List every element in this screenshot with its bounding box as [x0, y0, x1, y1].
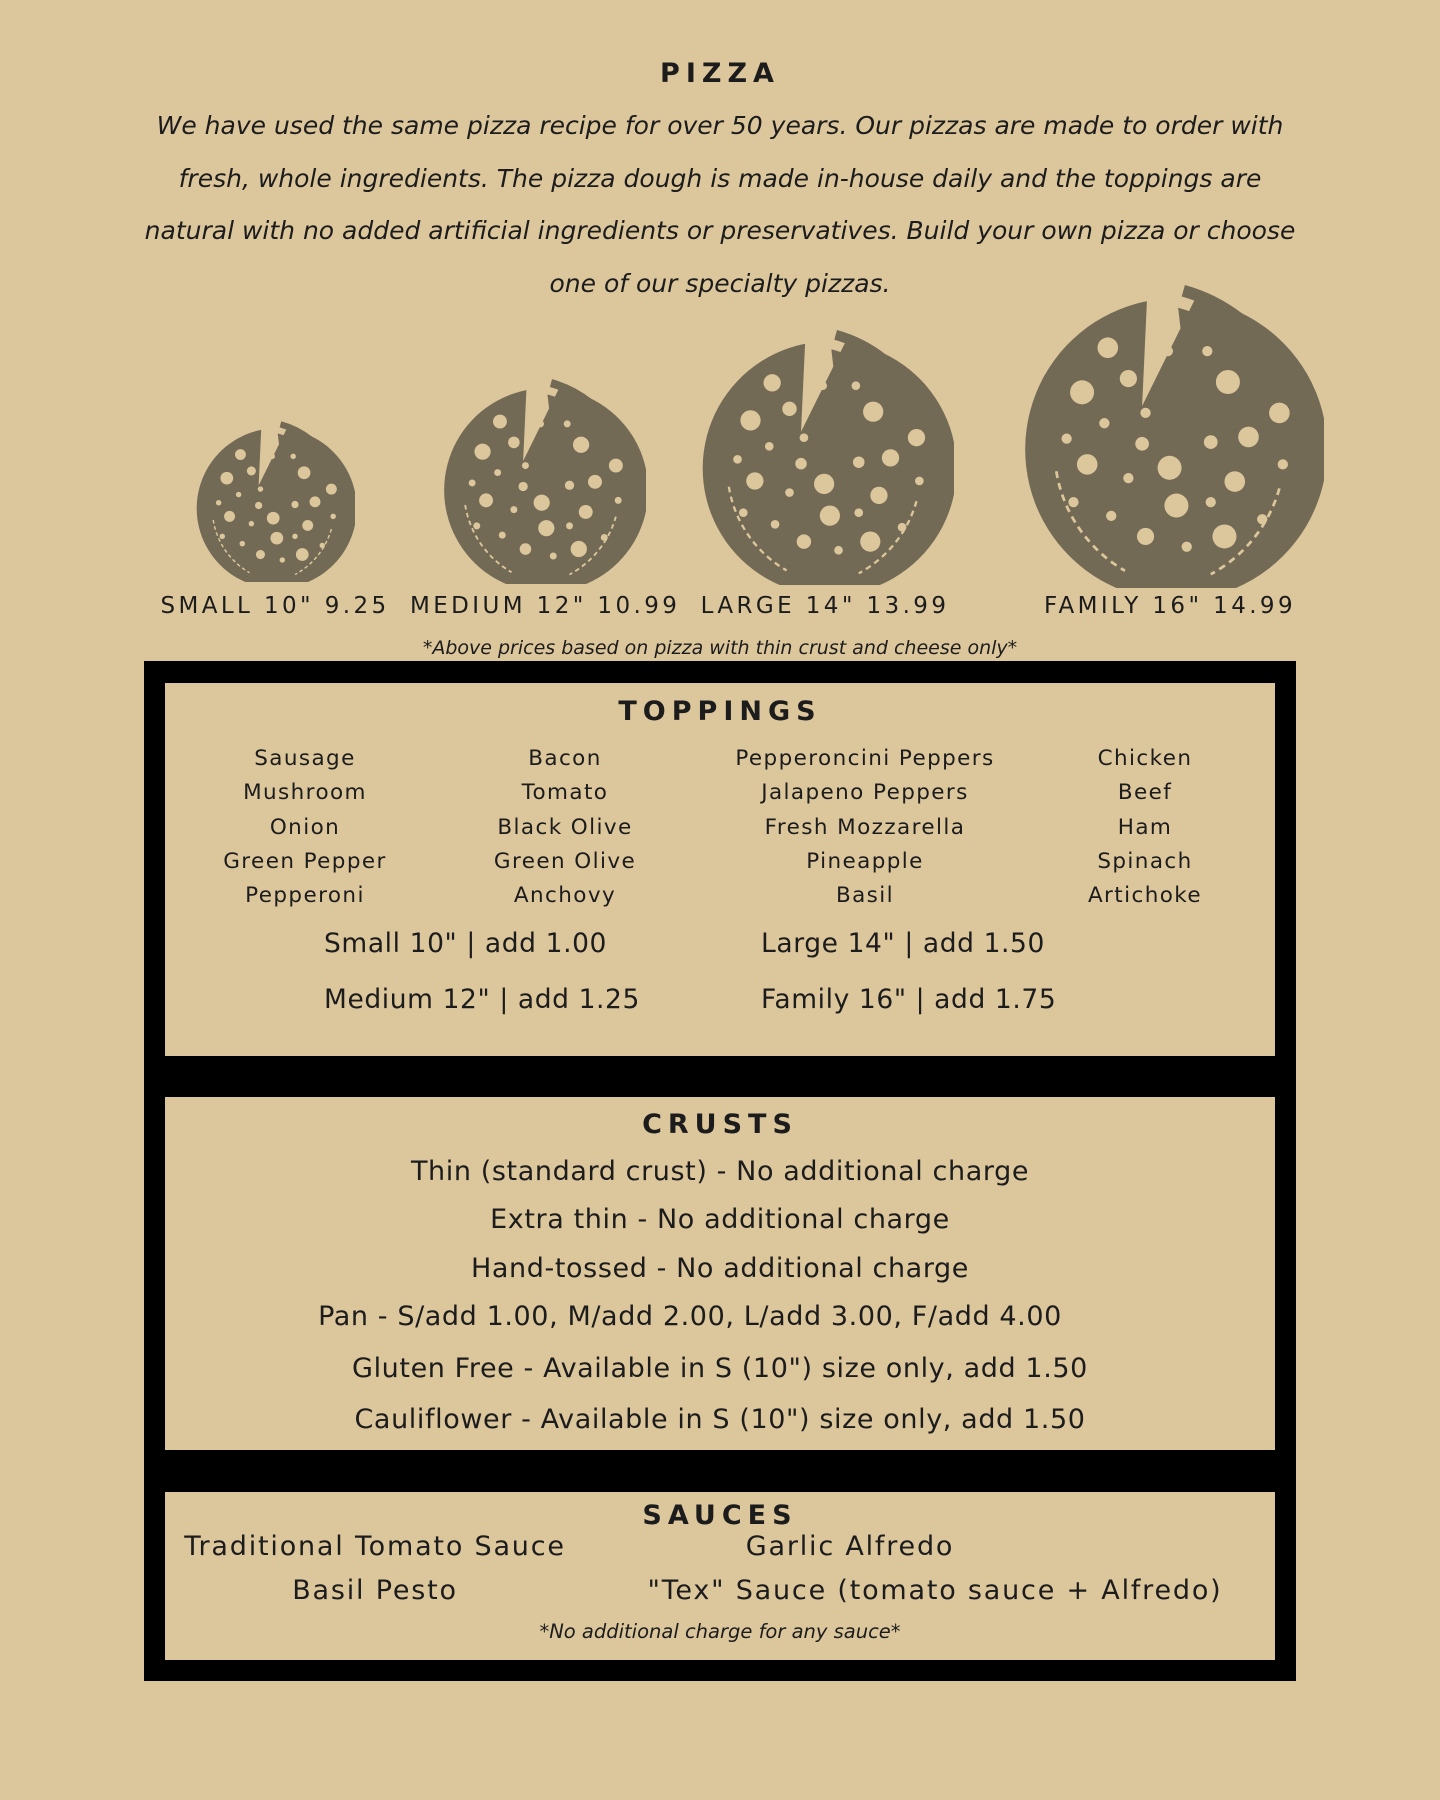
pizza-icon	[195, 418, 355, 582]
list-item: Jalapeno Peppers	[761, 780, 969, 806]
sauce-item: Traditional Tomato Sauce	[184, 1531, 566, 1562]
toppings-column	[1055, 742, 1235, 913]
pizza-icon	[1022, 279, 1324, 588]
pizza-icon	[442, 375, 646, 584]
topping-price-large: Large 14" | add 1.50	[761, 928, 1045, 959]
crusts-title: CRUSTS	[642, 1109, 798, 1140]
list-item: Sausage	[254, 746, 356, 771]
sauces-title: SAUCES	[642, 1500, 798, 1531]
size-family-label: FAMILY 16" 14.99	[1044, 593, 1296, 619]
pizza-icon	[700, 325, 954, 585]
crust-item: Cauliflower - Available in S (10") size only, add 1.50	[354, 1404, 1086, 1435]
sauce-item: "Tex" Sauce (tomato sauce + Alfredo)	[647, 1575, 1223, 1606]
intro-paragraph: We have used the same pizza recipe for over 50 years. Our pizzas are made to order with fresh, whole ingredients. The pizza dough is made in-house daily and the toppings are natural with no added artificial ingredients or preservatives. Build your own pizza or choose one of our specialty pizzas.	[144, 111, 1296, 298]
list-item: Bacon	[528, 746, 602, 771]
list-item: Basil	[835, 883, 895, 909]
list-item: Anchovy	[513, 883, 617, 909]
sauce-item: Garlic Alfredo	[745, 1531, 955, 1562]
list-item: Green Olive	[493, 848, 637, 874]
crust-item: Gluten Free - Available in S (10") size only, add 1.50	[352, 1353, 1088, 1384]
crust-item: Extra thin - No additional charge	[490, 1204, 950, 1235]
list-item: Chicken	[1097, 746, 1193, 771]
list-item: Onion	[269, 814, 341, 840]
menu-frame	[144, 661, 1296, 1681]
list-item: Green Pepper	[223, 848, 387, 874]
list-item: Tomato	[521, 780, 609, 806]
toppings-title: TOPPINGS	[618, 696, 822, 727]
list-item: Artichoke	[1087, 883, 1203, 909]
list-item: Fresh Mozzarella	[764, 814, 966, 840]
sauce-item: Basil Pesto	[292, 1575, 458, 1606]
list-item: Spinach	[1097, 848, 1193, 874]
list-item: Pepperoni	[245, 883, 365, 909]
toppings-panel	[165, 683, 1275, 1056]
list-item: Pineapple	[806, 848, 924, 874]
list-item: Beef	[1117, 780, 1173, 806]
toppings-column	[715, 742, 1015, 913]
size-medium-label: MEDIUM 12" 10.99	[410, 593, 681, 619]
size-large-label: LARGE 14" 13.99	[700, 593, 950, 619]
topping-price-medium: Medium 12" | add 1.25	[324, 984, 640, 1015]
topping-price-small: Small 10" | add 1.00	[324, 928, 608, 959]
list-item: Ham	[1117, 814, 1173, 840]
crust-item: Hand-tossed - No additional charge	[471, 1253, 969, 1284]
crusts-panel	[165, 1097, 1275, 1450]
toppings-column	[465, 742, 665, 913]
price-note: *Above prices based on pizza with thin crust and cheese only*	[422, 637, 1018, 659]
toppings-column	[205, 742, 405, 913]
list-item: Black Olive	[497, 814, 633, 840]
page-title: PIZZA	[660, 58, 780, 89]
size-small-label: SMALL 10" 9.25	[160, 593, 390, 619]
sauce-note: *No additional charge for any sauce*	[539, 1620, 901, 1643]
crust-item: Pan - S/add 1.00, M/add 2.00, L/add 3.00, F/add 4.00	[318, 1301, 1062, 1332]
sauces-panel	[165, 1492, 1275, 1660]
crust-item: Thin (standard crust) - No additional charge	[410, 1156, 1030, 1187]
topping-price-family: Family 16" | add 1.75	[761, 984, 1057, 1015]
list-item: Mushroom	[243, 780, 367, 806]
list-item: Pepperoncini Peppers	[735, 746, 995, 771]
